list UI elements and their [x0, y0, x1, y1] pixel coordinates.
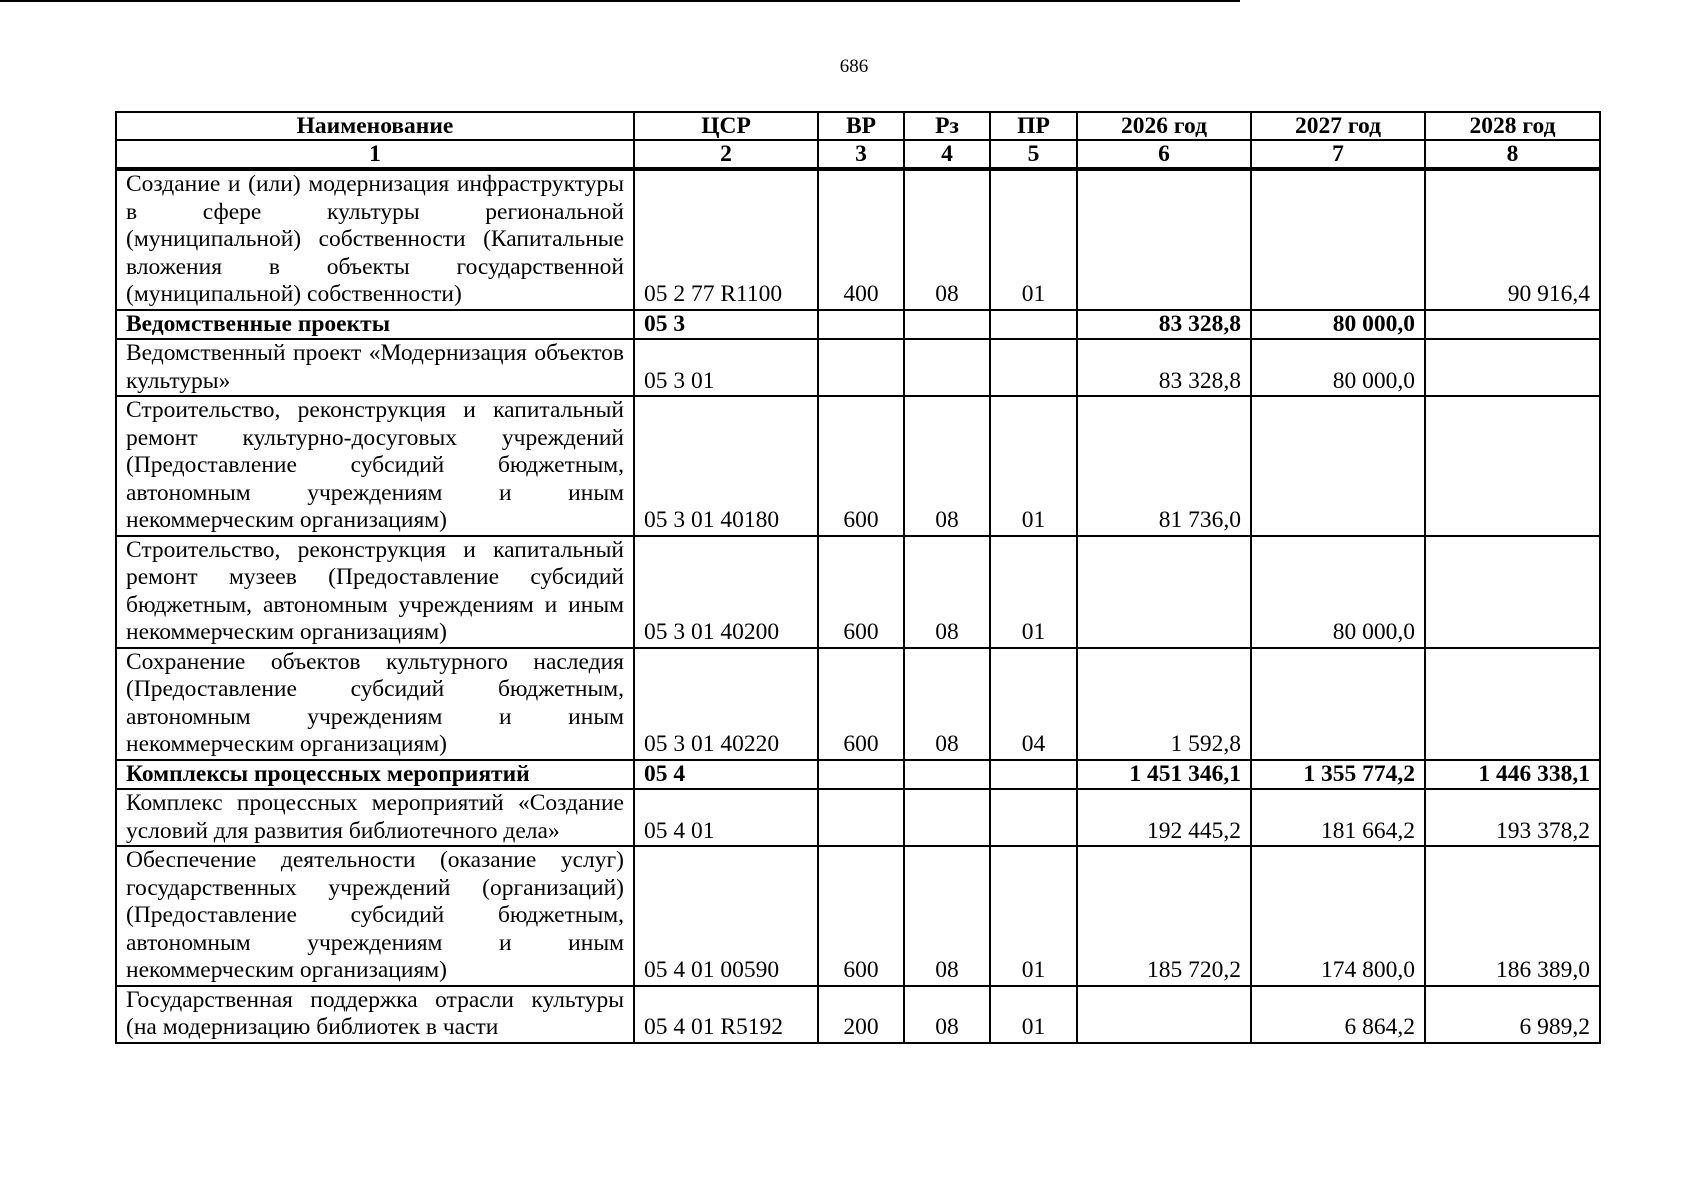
column-number: 1 [116, 140, 634, 169]
header-pr: ПР [990, 112, 1077, 140]
cell-pr: 01 [990, 986, 1077, 1043]
cell-2026: 1 592,8 [1077, 648, 1251, 760]
cell-pr: 01 [990, 396, 1077, 536]
cell-pr [990, 310, 1077, 340]
cell-vr: 200 [818, 986, 904, 1043]
cell-2027: 181 664,2 [1251, 789, 1425, 846]
cell-rz: 08 [904, 169, 990, 310]
table-row [116, 339, 1600, 396]
cell-vr [818, 789, 904, 846]
cell-rz: 08 [904, 986, 990, 1043]
header-2026: 2026 год [1077, 112, 1251, 140]
cell-2028: 193 378,2 [1425, 789, 1600, 846]
cell-csr: 05 4 01 R5192 [634, 986, 818, 1043]
cell-pr: 04 [990, 648, 1077, 760]
table-row [116, 310, 1600, 340]
cell-csr: 05 3 01 [634, 339, 818, 396]
header-csr: ЦСР [634, 112, 818, 140]
column-number: 4 [904, 140, 990, 169]
table-row [116, 760, 1600, 790]
cell-2027: 80 000,0 [1251, 536, 1425, 648]
cell-2027: 80 000,0 [1251, 339, 1425, 396]
cell-csr: 05 3 [634, 310, 818, 340]
column-number: 5 [990, 140, 1077, 169]
cell-2028: 90 916,4 [1425, 169, 1600, 310]
cell-name: Ведомственные проекты [116, 310, 634, 340]
cell-2027 [1251, 396, 1425, 536]
cell-pr [990, 789, 1077, 846]
header-2027: 2027 год [1251, 112, 1425, 140]
table-row [116, 169, 1600, 310]
table-row [116, 536, 1600, 648]
column-number: 7 [1251, 140, 1425, 169]
cell-vr: 600 [818, 648, 904, 760]
cell-pr [990, 760, 1077, 790]
cell-vr [818, 339, 904, 396]
column-number-row [116, 140, 1600, 169]
cell-2026: 81 736,0 [1077, 396, 1251, 536]
cell-2027 [1251, 169, 1425, 310]
header-rz: Рз [904, 112, 990, 140]
column-number: 8 [1425, 140, 1600, 169]
cell-pr: 01 [990, 536, 1077, 648]
header-vr: ВР [818, 112, 904, 140]
cell-name: Сохранение объектов культурного наследия (Предоставление субсидий бюджетным, автономным учреждениям и иным некоммерческим организациям) [116, 648, 634, 760]
cell-2028 [1425, 310, 1600, 340]
cell-vr: 400 [818, 169, 904, 310]
cell-2027: 174 800,0 [1251, 846, 1425, 986]
cell-rz [904, 339, 990, 396]
cell-name: Комплекс процессных мероприятий «Создание условий для развития библиотечного дела» [116, 789, 634, 846]
cell-rz [904, 789, 990, 846]
cell-csr: 05 4 01 [634, 789, 818, 846]
cell-2026: 192 445,2 [1077, 789, 1251, 846]
table-body [116, 169, 1600, 1043]
cell-2026: 83 328,8 [1077, 339, 1251, 396]
cell-pr [990, 339, 1077, 396]
top-scan-rule [0, 0, 1240, 2]
cell-rz: 08 [904, 536, 990, 648]
cell-rz: 08 [904, 846, 990, 986]
cell-2026: 1 451 346,1 [1077, 760, 1251, 790]
cell-2028 [1425, 536, 1600, 648]
cell-name: Обеспечение деятельности (оказание услуг) государственных учреждений (организаций) (Предоставление субсидий бюджетным, автономным учреждениям и иным некоммерческим организациям) [116, 846, 634, 986]
table-row [116, 396, 1600, 536]
column-number: 6 [1077, 140, 1251, 169]
cell-2027: 80 000,0 [1251, 310, 1425, 340]
column-number: 3 [818, 140, 904, 169]
cell-name: Строительство, реконструкция и капитальный ремонт музеев (Предоставление субсидий бюджетным, автономным учреждениям и иным некоммерческим организациям) [116, 536, 634, 648]
cell-rz: 08 [904, 396, 990, 536]
column-number: 2 [634, 140, 818, 169]
cell-pr: 01 [990, 169, 1077, 310]
cell-csr: 05 3 01 40180 [634, 396, 818, 536]
cell-2028 [1425, 648, 1600, 760]
cell-2028: 1 446 338,1 [1425, 760, 1600, 790]
header-2028: 2028 год [1425, 112, 1600, 140]
table-header-row [116, 112, 1600, 140]
cell-csr: 05 4 [634, 760, 818, 790]
cell-2028: 6 989,2 [1425, 986, 1600, 1043]
cell-rz [904, 760, 990, 790]
cell-2026 [1077, 169, 1251, 310]
budget-table [115, 111, 1601, 1044]
cell-csr: 05 2 77 R1100 [634, 169, 818, 310]
cell-name: Строительство, реконструкция и капитальный ремонт культурно-досуговых учреждений (Предоставление субсидий бюджетным, автономным учреждениям и иным некоммерческим организациям) [116, 396, 634, 536]
cell-rz: 08 [904, 648, 990, 760]
page-number: 686 [839, 56, 869, 77]
cell-name: Ведомственный проект «Модернизация объектов культуры» [116, 339, 634, 396]
cell-2026: 83 328,8 [1077, 310, 1251, 340]
table-row [116, 986, 1600, 1043]
header-name: Наименование [116, 112, 634, 140]
table-row [116, 846, 1600, 986]
cell-vr [818, 760, 904, 790]
cell-vr: 600 [818, 396, 904, 536]
cell-rz [904, 310, 990, 340]
cell-vr: 600 [818, 846, 904, 986]
cell-2027: 6 864,2 [1251, 986, 1425, 1043]
cell-vr: 600 [818, 536, 904, 648]
cell-2026: 185 720,2 [1077, 846, 1251, 986]
cell-2026 [1077, 536, 1251, 648]
cell-2027: 1 355 774,2 [1251, 760, 1425, 790]
cell-vr [818, 310, 904, 340]
cell-name: Создание и (или) модернизация инфраструктуры в сфере культуры региональной (муниципальной) собственности (Капитальные вложения в объекты государственной (муниципальной) собственности) [116, 169, 634, 310]
cell-name: Государственная поддержка отрасли культуры (на модернизацию библиотек в части [116, 986, 634, 1043]
cell-csr: 05 3 01 40220 [634, 648, 818, 760]
cell-2027 [1251, 648, 1425, 760]
table-row [116, 789, 1600, 846]
cell-2028: 186 389,0 [1425, 846, 1600, 986]
cell-2026 [1077, 986, 1251, 1043]
cell-2028 [1425, 396, 1600, 536]
table-row [116, 648, 1600, 760]
cell-csr: 05 4 01 00590 [634, 846, 818, 986]
cell-name: Комплексы процессных мероприятий [116, 760, 634, 790]
cell-csr: 05 3 01 40200 [634, 536, 818, 648]
cell-2028 [1425, 339, 1600, 396]
cell-pr: 01 [990, 846, 1077, 986]
